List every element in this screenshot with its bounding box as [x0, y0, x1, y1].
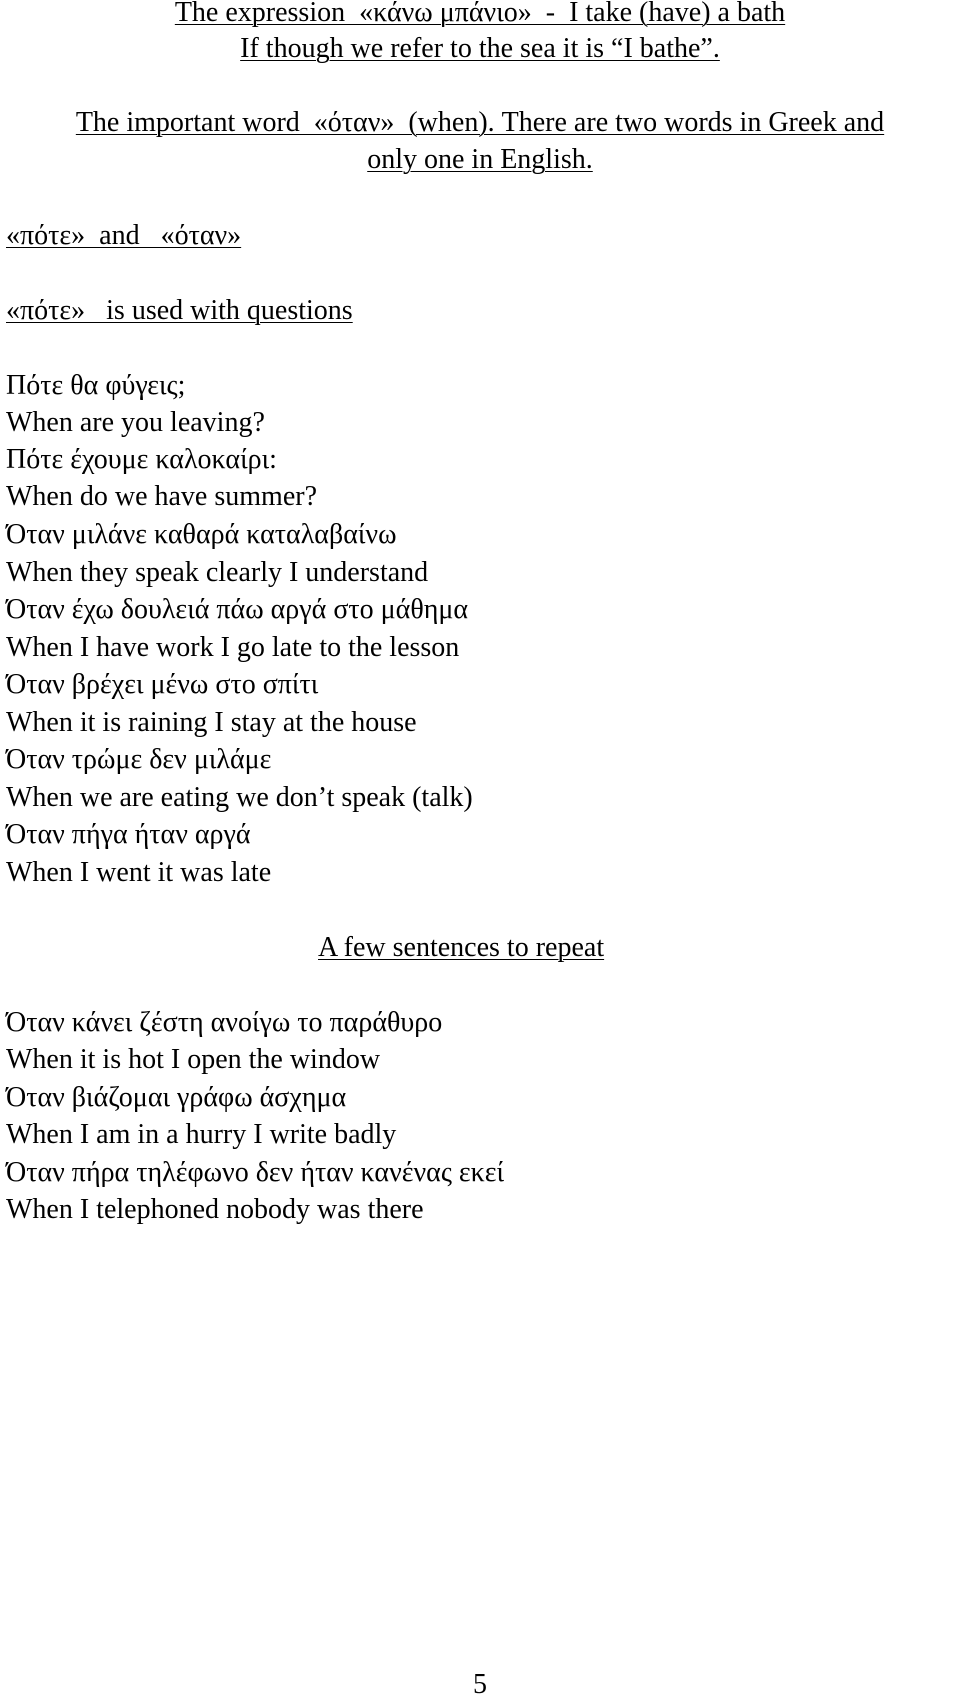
example-english: When I have work I go late to the lesson	[6, 632, 460, 663]
example-greek: Όταν βρέχει μένω στο σπίτι	[6, 669, 319, 700]
question-greek: Πότε έχουμε καλοκαίρι:	[6, 444, 277, 475]
header-line-1: The expression «κάνω μπάνιο» - I take (have) a bath	[174, 0, 786, 28]
example-greek: Όταν πήγα ήταν αργά	[6, 819, 251, 850]
example-english: When it is raining I stay at the house	[6, 707, 417, 738]
pote-usage: «πότε» is used with questions	[6, 295, 353, 326]
repeat-greek: Όταν βιάζομαι γράφω άσχημα	[6, 1082, 347, 1113]
example-greek: Όταν μιλάνε καθαρά καταλαβαίνω	[6, 519, 397, 550]
example-english: When I went it was late	[6, 857, 272, 888]
header-line-2: If though we refer to the sea it is “I bathe”.	[240, 33, 720, 64]
question-english: When are you leaving?	[6, 407, 265, 438]
repeat-english: When I telephoned nobody was there	[6, 1194, 424, 1225]
header-line-4: only one in English.	[367, 144, 593, 175]
question-greek: Πότε θα φύγεις;	[6, 370, 186, 401]
example-greek: Όταν έχω δουλειά πάω αργά στο μάθημα	[6, 594, 469, 625]
header-line-3: The important word «όταν» (when). There are two words in Greek and	[75, 107, 885, 138]
question-english: When do we have summer?	[6, 481, 317, 512]
page-number: 5	[473, 1669, 487, 1700]
repeat-heading: A few sentences to repeat	[318, 932, 605, 963]
repeat-english: When I am in a hurry I write badly	[6, 1119, 397, 1150]
example-english: When we are eating we don’t speak (talk)	[6, 782, 473, 813]
example-english: When they speak clearly I understand	[6, 557, 429, 588]
example-greek: Όταν τρώμε δεν μιλάμε	[6, 744, 272, 775]
repeat-english: When it is hot I open the window	[6, 1044, 381, 1075]
repeat-greek: Όταν κάνει ζέστη ανοίγω το παράθυρο	[6, 1007, 443, 1038]
repeat-greek: Όταν πήρα τηλέφωνο δεν ήταν κανένας εκεί	[6, 1157, 505, 1188]
word-pair: «πότε» and «όταν»	[6, 220, 242, 251]
